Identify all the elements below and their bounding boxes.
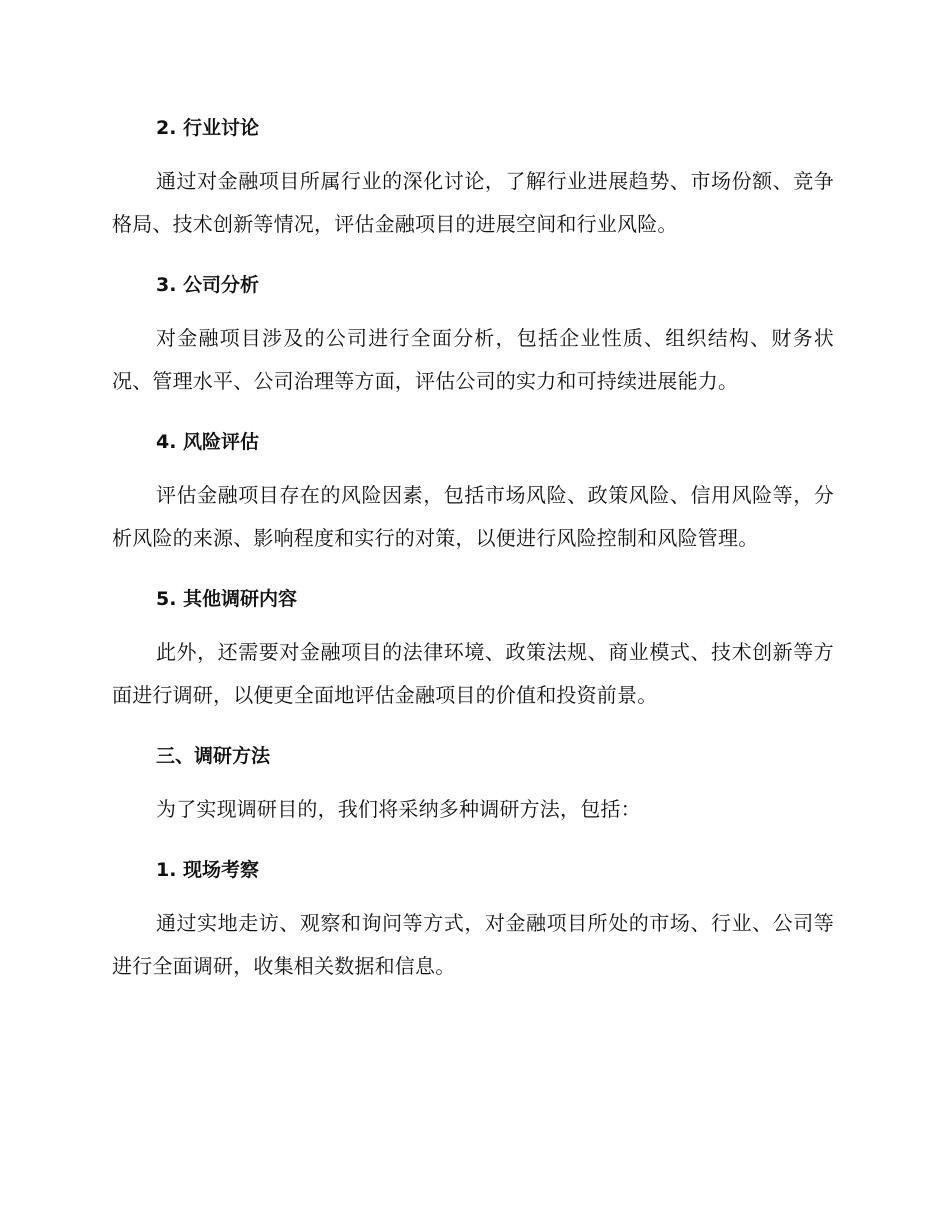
- paragraph-company-analysis: 对金融项目涉及的公司进行全面分析，包括企业性质、组织结构、财务状况、管理水平、公司治理等方面，评估公司的实力和可持续进展能力。: [112, 326, 834, 393]
- paragraph-other-research: 此外，还需要对金融项目的法律环境、政策法规、商业模式、技术创新等方面进行调研，以便更全面地评估金融项目的价值和投资前景。: [112, 640, 834, 707]
- paragraph-risk-assessment: 评估金融项目存在的风险因素，包括市场风险、政策风险、信用风险等，分析风险的来源、影响程度和实行的对策，以便进行风险控制和风险管理。: [112, 483, 834, 550]
- paragraph-industry-discussion: 通过对金融项目所属行业的深化讨论，了解行业进展趋势、市场份额、竞争格局、技术创新等情况，评估金融项目的进展空间和行业风险。: [112, 169, 834, 236]
- section-heading-other-research: 5. 其他调研内容: [156, 588, 298, 610]
- section-heading-company-analysis: 3. 公司分析: [156, 274, 260, 296]
- section-heading-site-inspection: 1. 现场考察: [156, 859, 260, 881]
- section-heading-research-methods: 三、调研方法: [156, 745, 271, 767]
- section-heading-industry-discussion: 2. 行业讨论: [156, 117, 260, 139]
- document-body: [112, 108, 834, 1007]
- section-heading-risk-assessment: 4. 风险评估: [156, 431, 260, 453]
- paragraph-site-inspection: 通过实地走访、观察和询问等方式，对金融项目所处的市场、行业、公司等进行全面调研，收集相关数据和信息。: [112, 911, 834, 978]
- paragraph-research-methods-intro: 为了实现调研目的，我们将采纳多种调研方法，包括：: [156, 797, 641, 821]
